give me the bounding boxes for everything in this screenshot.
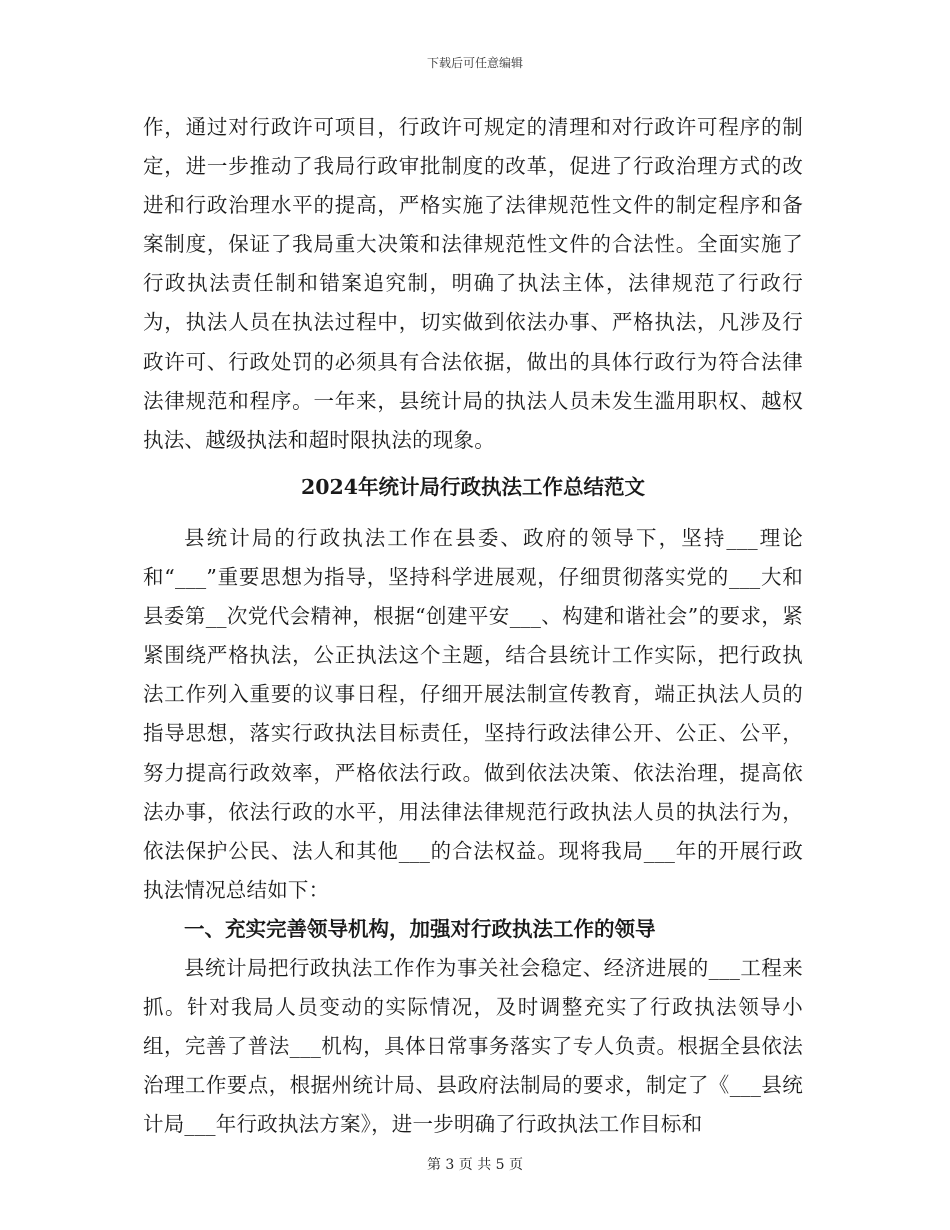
subheading-1: 一、充实完善领导机构，加强对行政执法工作的领导 (184, 916, 656, 941)
page-header: 下载后可任意编辑 (426, 56, 523, 70)
document-body (143, 108, 803, 1144)
paragraph-continuation: 作，通过对行政许可项目，行政许可规定的清理和对行政许可程序的制定，进一步推动了我局行政审批制度的改革，促进了行政治理方式的改进和行政治理水平的提高，严格实施了法律规范性文件的制定程序和备案制度，保证了我局重大决策和法律规范性文件的合法性。全面实施了行政执法责任制和错案追究制，明确了执法主体，法律规范了行政行为，执法人员在执法过程中，切实做到依法办事、严格执法，凡涉及行政许可、行政处罚的必须具有合法依据，做出的具体行政行为符合法律法律规范和程序。一年来，县统计局的执法人员未发生滥用职权、越权执法、越级执法和超时限执法的现象。 (143, 115, 803, 452)
paragraph-intro: 县统计局的行政执法工作在县委、政府的领导下，坚持___理论和“___”重要思想为指导，坚持科学进展观，仔细贯彻落实党的___大和县委第__次党代会精神，根据“创建平安___、构建和谐社会”的要求，紧紧围绕严格执法，公正执法这个主题，结合县统计工作实际，把行政执法工作列入重要的议事日程，仔细开展法制宣传教育，端正执法人员的指导思想，落实行政执法目标责任，坚持行政法律公开、公正、公平，努力提高行政效率，严格依法行政。做到依法决策、依法治理，提高依法办事，依法行政的水平，用法律法律规范行政执法人员的执法行为，依法保护公民、法人和其他___的合法权益。现将我局___年的开展行政执法情况总结如下： (143, 525, 803, 902)
page-footer: 第 3 页 共 5 页 (426, 1157, 524, 1173)
paragraph-section-1: 县统计局把行政执法工作作为事关社会稳定、经济进展的___工程来抓。针对我局人员变动的实际情况，及时调整充实了行政执法领导小组，完善了普法___机构，具体日常事务落实了专人负责。根据全县依法治理工作要点，根据州统计局、县政府法制局的要求，制定了《___县统计局___年行政执法方案》，进一步明确了行政执法工作目标和 (143, 955, 803, 1137)
section-title: 2024年统计局行政执法工作总结范文 (300, 474, 646, 499)
